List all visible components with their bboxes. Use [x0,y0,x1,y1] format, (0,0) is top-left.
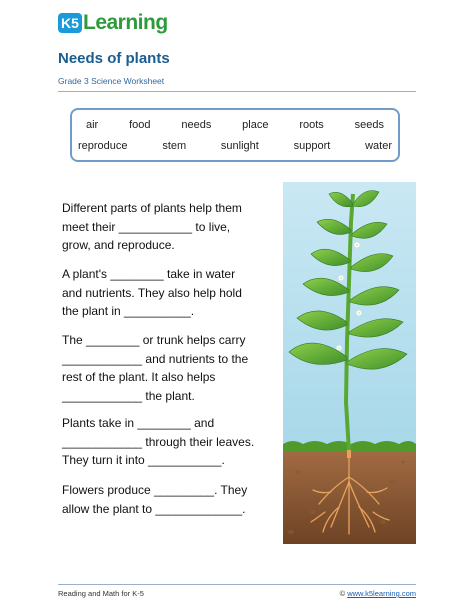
word-bank-item: stem [162,140,187,152]
question-line: rest of the plant. It also helps [62,370,216,384]
word-bank-item: food [129,119,151,131]
word-bank [70,108,400,162]
question-line: ____________ through their leaves. [62,434,255,449]
question-line: Plants take in ________ and [62,416,215,430]
footer-divider [58,584,416,585]
question-line: allow the plant to _____________. [62,501,246,516]
footer-website-link[interactable]: www.k5learning.com [347,589,416,598]
question-1 [62,199,242,255]
k5-learning-logo [58,10,168,36]
question-5 [62,481,247,518]
question-line: grow, and reproduce. [62,238,175,252]
question-line: ____________ and nutrients to the [62,351,249,366]
word-bank-row-1 [78,119,392,131]
logo-badge: K5 [58,13,82,33]
word-bank-item: needs [181,119,212,131]
word-bank-row-2 [78,140,392,152]
logo-text: Learning [83,11,168,34]
word-bank-item: support [293,140,331,152]
header-divider [58,91,416,92]
word-bank-item: place [242,119,269,131]
footer-tagline: Reading and Math for K-5 [58,589,144,598]
word-bank-item: sunlight [220,140,259,152]
plant-illustration [283,182,416,544]
question-line: Flowers produce _________. They [62,483,248,497]
question-line: meet their ___________ to live, [62,219,231,234]
word-bank-item: air [86,119,99,131]
question-2 [62,265,242,321]
question-line: the plant in __________. [62,304,195,318]
word-bank-item: roots [299,119,324,131]
word-bank-item: reproduce [78,140,128,152]
question-line: A plant's ________ take in water [62,267,236,281]
page-subtitle: Grade 3 Science Worksheet [58,76,165,86]
question-3 [62,331,248,405]
copyright-symbol: © [339,589,348,598]
question-line: The ________ or trunk helps carry [62,333,246,347]
page-title: Needs of plants [58,50,170,67]
word-bank-item: water [365,140,392,152]
footer-copyright [340,589,416,598]
question-line: They turn it into ___________. [62,453,225,467]
question-line: Different parts of plants help them [62,201,242,215]
word-bank-item: seeds [354,119,384,131]
question-line: ____________ the plant. [62,388,195,403]
question-line: and nutrients. They also help hold [62,285,242,300]
question-4 [62,414,254,470]
